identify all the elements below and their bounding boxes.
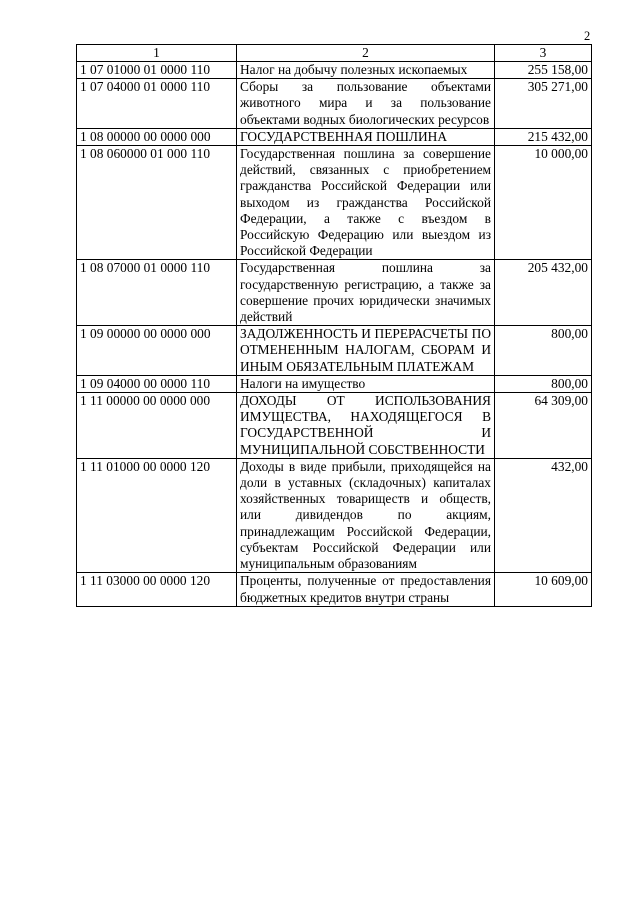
row-code: 1 11 01000 00 0000 120: [77, 458, 237, 572]
table-row: [77, 326, 592, 376]
row-code: 1 07 04000 01 0000 110: [77, 79, 237, 129]
row-code: 1 07 01000 01 0000 110: [77, 62, 237, 79]
table-row: [77, 79, 592, 129]
row-amount: 800,00: [495, 375, 592, 392]
row-code: 1 08 00000 00 0000 000: [77, 128, 237, 145]
table-row: [77, 573, 592, 606]
row-code: 1 09 04000 00 0000 110: [77, 375, 237, 392]
table-row: [77, 62, 592, 79]
row-name: Проценты, полученные от предоставления бюджетных кредитов внутри страны: [237, 573, 495, 606]
row-amount: 215 432,00: [495, 128, 592, 145]
budget-revenue-table: [76, 44, 592, 607]
table-row: [77, 375, 592, 392]
row-amount: 10 000,00: [495, 146, 592, 260]
column-header-name: 2: [237, 45, 495, 62]
row-code: 1 11 00000 00 0000 000: [77, 393, 237, 459]
row-amount: 64 309,00: [495, 393, 592, 459]
table-row: [77, 128, 592, 145]
row-code: 1 08 07000 01 0000 110: [77, 260, 237, 326]
row-code: 1 11 03000 00 0000 120: [77, 573, 237, 606]
row-name: Доходы в виде прибыли, приходящейся на доли в уставных (складочных) капиталах хозяйственных товариществ и обществ, или дивидендов по акциям, принадлежащим Российской Федерации, субъектам Российской Федерации или муниципальным образованиям: [237, 458, 495, 572]
column-header-amount: 3: [495, 45, 592, 62]
row-name: Сборы за пользование объектами животного мира и за пользование объектами водных биологических ресурсов: [237, 79, 495, 129]
row-amount: 205 432,00: [495, 260, 592, 326]
row-amount: 255 158,00: [495, 62, 592, 79]
row-code: 1 09 00000 00 0000 000: [77, 326, 237, 376]
table-row: [77, 260, 592, 326]
page-number: 2: [584, 29, 591, 43]
row-name: Государственная пошлина за совершение действий, связанных с приобретением гражданства Российской Федерации или выходом из гражданства Российской Федерации, а также с въездом в Российскую Федерацию или выездом из Российской Федерации: [237, 146, 495, 260]
row-name: ЗАДОЛЖЕННОСТЬ И ПЕРЕРАСЧЕТЫ ПО ОТМЕНЕННЫМ НАЛОГАМ, СБОРАМ И ИНЫМ ОБЯЗАТЕЛЬНЫМ ПЛАТЕЖАМ: [237, 326, 495, 376]
table-header-row: [77, 45, 592, 62]
row-name: ДОХОДЫ ОТ ИСПОЛЬЗОВАНИЯ ИМУЩЕСТВА, НАХОДЯЩЕГОСЯ В ГОСУДАРСТВЕННОЙ И МУНИЦИПАЛЬНОЙ СОБСТВЕННОСТИ: [237, 393, 495, 459]
row-name: Налоги на имущество: [237, 375, 495, 392]
row-name: Налог на добычу полезных ископаемых: [237, 62, 495, 79]
table-row: [77, 458, 592, 572]
row-name: ГОСУДАРСТВЕННАЯ ПОШЛИНА: [237, 128, 495, 145]
row-amount: 432,00: [495, 458, 592, 572]
row-name: Государственная пошлина за государственную регистрацию, а также за совершение прочих юридически значимых действий: [237, 260, 495, 326]
row-amount: 800,00: [495, 326, 592, 376]
table-row: [77, 146, 592, 260]
table-row: [77, 393, 592, 459]
column-header-code: 1: [77, 45, 237, 62]
row-amount: 10 609,00: [495, 573, 592, 606]
row-amount: 305 271,00: [495, 79, 592, 129]
row-code: 1 08 060000 01 000 110: [77, 146, 237, 260]
